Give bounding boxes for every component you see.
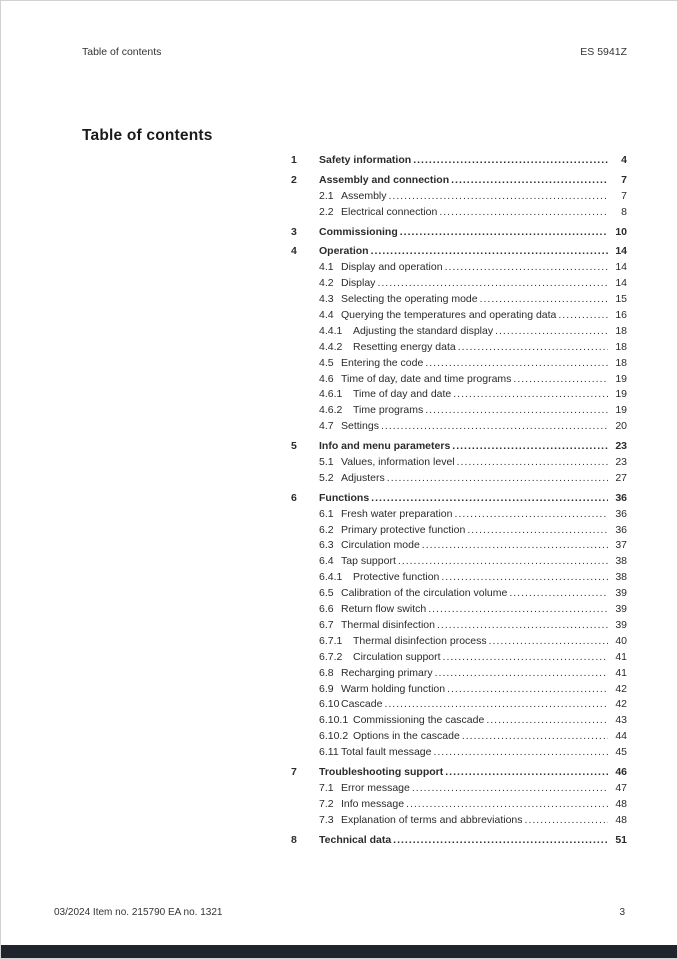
toc-row[interactable]	[291, 260, 627, 276]
toc-entry-label: Warm holding function	[341, 682, 446, 695]
toc-entry-label: Thermal disinfection	[341, 618, 435, 631]
toc-dot-leader	[513, 372, 608, 388]
toc-entry-page: 14	[615, 245, 627, 258]
running-header	[82, 46, 627, 58]
toc-entry-label: Technical data	[319, 833, 392, 846]
toc-entry-label: Adjusting the standard display	[353, 324, 494, 337]
toc-entry-label: Circulation support	[353, 650, 441, 663]
toc-entry-number: 5.1	[319, 456, 334, 469]
toc-entry-number: 6	[291, 491, 297, 504]
toc-row[interactable]	[291, 729, 627, 745]
toc-entry-label: Options in the cascade	[353, 730, 460, 743]
toc-entry-label: Display	[341, 277, 376, 290]
toc-row[interactable]	[291, 666, 627, 682]
toc-dot-leader	[443, 650, 608, 666]
toc-dot-leader	[454, 507, 608, 523]
toc-entry-page: 16	[615, 309, 627, 322]
toc-entry-page: 23	[615, 456, 627, 469]
toc-entry-number: 6.5	[319, 587, 334, 600]
toc-entry-number: 8	[291, 833, 297, 846]
toc-row[interactable]	[291, 713, 627, 729]
toc-entry-page: 18	[615, 340, 627, 353]
toc-dot-leader	[422, 538, 608, 554]
toc-entry-label: Safety information	[319, 154, 412, 166]
toc-entry-label: Resetting energy data	[353, 340, 456, 353]
footer-publication-info: 03/2024 Item no. 215790 EA no. 1321	[54, 907, 223, 918]
toc-dot-leader	[457, 455, 608, 471]
toc-row[interactable]	[291, 419, 627, 435]
toc-dot-leader	[398, 554, 608, 570]
toc-entry-number: 7.1	[319, 781, 334, 794]
toc-dot-leader	[441, 570, 608, 586]
toc-entry-number: 6.8	[319, 666, 334, 679]
toc-entry-number: 4.3	[319, 293, 334, 306]
toc-row[interactable]	[291, 205, 627, 221]
toc-row[interactable]	[291, 244, 627, 260]
toc-row[interactable]	[291, 225, 627, 241]
toc-dot-leader	[467, 523, 608, 539]
toc-entry-label: Return flow switch	[341, 603, 427, 616]
toc-entry-number: 6.10.1	[319, 714, 349, 727]
toc-dot-leader	[435, 666, 608, 682]
toc-entry-page: 4	[621, 154, 627, 166]
toc-entry-page: 38	[615, 571, 627, 584]
toc-entry-label: Protective function	[353, 571, 440, 584]
toc-entry-page: 51	[615, 833, 627, 846]
toc-entry-number: 5	[291, 440, 297, 453]
toc-entry-number: 5.2	[319, 471, 334, 484]
toc-dot-leader	[558, 308, 608, 324]
toc-row[interactable]	[291, 797, 627, 813]
toc-dot-leader	[393, 833, 608, 849]
toc-entry-label: Explanation of terms and abbreviations	[341, 813, 523, 826]
toc-dot-leader	[445, 260, 608, 276]
toc-entry-number: 2.1	[319, 189, 334, 202]
bottom-bar	[1, 945, 677, 958]
toc-entry-page: 23	[615, 440, 627, 453]
footer-page-number: 3	[619, 907, 625, 918]
toc-entry-label: Primary protective function	[341, 523, 466, 536]
toc-entry-number: 6.7.1	[319, 634, 343, 647]
toc-dot-leader	[377, 276, 608, 292]
toc-entry-page: 39	[615, 587, 627, 600]
toc-entry-number: 6.7.2	[319, 650, 343, 663]
toc-entry-label: Thermal disinfection process	[353, 634, 487, 647]
toc-entry-label: Querying the temperatures and operating data	[341, 309, 557, 322]
toc-entry-label: Assembly	[341, 189, 387, 202]
toc-entry-page: 10	[615, 225, 627, 238]
toc-entry-number: 3	[291, 225, 297, 238]
toc-row[interactable]	[291, 387, 627, 403]
toc-row[interactable]	[291, 471, 627, 487]
toc-entry-number: 4.4.2	[319, 340, 343, 353]
toc-entry-page: 18	[615, 356, 627, 369]
toc-row[interactable]	[291, 308, 627, 324]
toc-entry-label: Error message	[341, 781, 410, 794]
toc-row[interactable]	[291, 276, 627, 292]
toc-dot-leader	[428, 602, 608, 618]
toc-dot-leader	[447, 682, 608, 698]
toc-row[interactable]	[291, 813, 627, 829]
toc-row[interactable]	[291, 292, 627, 308]
toc-entry-page: 15	[615, 293, 627, 306]
toc-entry-number: 6.3	[319, 539, 334, 552]
toc-row[interactable]	[291, 403, 627, 419]
toc-row[interactable]	[291, 833, 627, 849]
toc-dot-leader	[452, 439, 608, 455]
toc-row[interactable]	[291, 602, 627, 618]
toc-row[interactable]	[291, 682, 627, 698]
toc-entry-label: Functions	[319, 491, 370, 504]
toc-row[interactable]	[291, 340, 627, 356]
toc-row[interactable]	[291, 781, 627, 797]
toc-entry-number: 6.4	[319, 555, 334, 568]
toc-entry-label: Selecting the operating mode	[341, 293, 478, 306]
toc-entry-page: 36	[615, 491, 627, 504]
toc-entry-number: 4.2	[319, 277, 334, 290]
toc-entry-label: Commissioning	[319, 225, 398, 238]
toc-dot-leader	[453, 387, 608, 403]
toc-entry-number: 4.1	[319, 261, 334, 274]
toc-entry-label: Info and menu parameters	[319, 440, 451, 453]
toc-entry-page: 46	[615, 765, 627, 778]
toc-row[interactable]	[291, 439, 627, 455]
toc-row[interactable]	[291, 189, 627, 205]
toc-entry-number: 4.6.1	[319, 388, 343, 401]
toc-entry-page: 20	[615, 420, 627, 433]
toc-dot-leader	[439, 205, 608, 221]
toc-entry-number: 7	[291, 765, 297, 778]
toc-row[interactable]	[291, 586, 627, 602]
toc-dot-leader	[371, 244, 608, 260]
toc-dot-leader	[445, 765, 608, 781]
toc-entry-label: Total fault message	[341, 746, 432, 759]
toc-row[interactable]	[291, 153, 627, 169]
toc-dot-leader	[413, 153, 608, 169]
toc-entry-label: Entering the code	[341, 356, 424, 369]
toc-entry-label: Fresh water preparation	[341, 507, 453, 520]
toc-entry-page: 42	[615, 698, 627, 711]
toc-entry-label: Commissioning the cascade	[353, 714, 485, 727]
toc-entry-number: 6.2	[319, 523, 334, 536]
toc-entry-number: 7.2	[319, 797, 334, 810]
toc-entry-page: 36	[615, 507, 627, 520]
toc-row[interactable]	[291, 324, 627, 340]
toc-entry-number: 6.7	[319, 618, 334, 631]
toc-entry-number: 4.6	[319, 372, 334, 385]
toc-row[interactable]	[291, 455, 627, 471]
toc-dot-leader	[433, 745, 608, 761]
toc-entry-page: 45	[615, 746, 627, 759]
toc-entry-label: Cascade	[341, 698, 383, 711]
toc-entry-number: 6.10.2	[319, 730, 349, 743]
toc-row[interactable]	[291, 697, 627, 713]
toc-entry-label: Troubleshooting support	[319, 765, 444, 778]
toc-entry-page: 39	[615, 603, 627, 616]
toc-row[interactable]	[291, 765, 627, 781]
toc-entry-label: Settings	[341, 420, 379, 433]
page-title: Table of contents	[82, 127, 213, 144]
toc-entry-label: Recharging primary	[341, 666, 433, 679]
toc-dot-leader	[451, 173, 608, 189]
toc-dot-leader	[406, 797, 608, 813]
toc-entry-page: 19	[615, 372, 627, 385]
toc-entry-label: Info message	[341, 797, 405, 810]
toc-dot-leader	[425, 356, 608, 372]
toc-dot-leader	[400, 225, 608, 241]
toc-dot-leader	[489, 634, 608, 650]
toc-entry-page: 38	[615, 555, 627, 568]
toc-row[interactable]	[291, 554, 627, 570]
toc-row[interactable]	[291, 372, 627, 388]
toc-entry-page: 42	[615, 682, 627, 695]
toc-dot-leader	[371, 491, 608, 507]
toc-dot-leader	[458, 340, 608, 356]
toc-entry-label: Calibration of the circulation volume	[341, 587, 508, 600]
toc-dot-leader	[437, 618, 608, 634]
toc-entry-page: 19	[615, 388, 627, 401]
toc-dot-leader	[486, 713, 608, 729]
toc-entry-label: Operation	[319, 245, 369, 258]
toc-row[interactable]	[291, 507, 627, 523]
toc-row[interactable]	[291, 634, 627, 650]
toc-entry-label: Time programs	[353, 404, 424, 417]
toc-entry-page: 14	[615, 277, 627, 290]
header-document-code: ES 5941Z	[580, 46, 627, 58]
toc-dot-leader	[425, 403, 608, 419]
toc-entry-page: 36	[615, 523, 627, 536]
toc-entry-label: Electrical connection	[341, 205, 438, 218]
toc-row[interactable]	[291, 491, 627, 507]
toc-row[interactable]	[291, 356, 627, 372]
toc-entry-page: 47	[615, 781, 627, 794]
toc-entry-label: Adjusters	[341, 471, 385, 484]
toc-entry-page: 40	[615, 634, 627, 647]
toc-entry-label: Assembly and connection	[319, 173, 450, 186]
page-footer	[54, 907, 625, 918]
toc-entry-page: 18	[615, 324, 627, 337]
toc-entry-label: Circulation mode	[341, 539, 420, 552]
toc-entry-page: 14	[615, 261, 627, 274]
toc-entry-number: 1	[291, 154, 297, 166]
toc-entry-page: 19	[615, 404, 627, 417]
toc-entry-page: 7	[621, 189, 627, 202]
toc-entry-page: 44	[615, 730, 627, 743]
toc-entry-number: 4.7	[319, 420, 334, 433]
toc-entry-number: 2.2	[319, 205, 334, 218]
toc-row[interactable]	[291, 650, 627, 666]
toc-dot-leader	[412, 781, 608, 797]
toc-entry-number: 6.6	[319, 603, 334, 616]
toc-dot-leader	[387, 471, 608, 487]
toc-entry-label: Time of day, date and time programs	[341, 372, 512, 385]
toc-dot-leader	[509, 586, 608, 602]
toc-dot-leader	[462, 729, 608, 745]
toc-entry-number: 4.5	[319, 356, 334, 369]
toc-row[interactable]	[291, 618, 627, 634]
toc-row[interactable]	[291, 173, 627, 189]
toc-entry-page: 48	[615, 797, 627, 810]
toc-entry-page: 27	[615, 471, 627, 484]
toc-entry-page: 41	[615, 666, 627, 679]
toc-entry-number: 6.4.1	[319, 571, 343, 584]
toc-entry-number: 4	[291, 245, 297, 258]
toc-entry-number: 4.6.2	[319, 404, 343, 417]
toc-entry-page: 41	[615, 650, 627, 663]
toc-row[interactable]	[291, 745, 627, 761]
toc-entry-number: 2	[291, 173, 297, 186]
toc-row[interactable]	[291, 570, 627, 586]
header-section-title: Table of contents	[82, 46, 162, 58]
toc-entry-number: 4.4	[319, 309, 334, 322]
toc-entry-page: 7	[621, 173, 627, 186]
toc-dot-leader	[480, 292, 608, 308]
toc-dot-leader	[384, 697, 608, 713]
toc-entry-label: Values, information level	[341, 456, 455, 469]
toc-entry-page: 8	[621, 205, 627, 218]
toc-entry-label: Display and operation	[341, 261, 443, 274]
toc-entry-number: 6.1	[319, 507, 334, 520]
toc-list	[291, 153, 627, 848]
toc-dot-leader	[495, 324, 608, 340]
toc-entry-number: 7.3	[319, 813, 334, 826]
toc-entry-number: 6.9	[319, 682, 334, 695]
toc-row[interactable]	[291, 523, 627, 539]
toc-row[interactable]	[291, 538, 627, 554]
toc-entry-page: 39	[615, 618, 627, 631]
toc-dot-leader	[525, 813, 608, 829]
toc-entry-number: 4.4.1	[319, 324, 343, 337]
toc-entry-page: 37	[615, 539, 627, 552]
toc-entry-page: 43	[615, 714, 627, 727]
toc-dot-leader	[381, 419, 608, 435]
toc-dot-leader	[389, 189, 608, 205]
toc-entry-label: Time of day and date	[353, 388, 452, 401]
toc-entry-label: Tap support	[341, 555, 396, 568]
toc-entry-number: 6.10	[319, 698, 340, 711]
toc-entry-number: 6.11	[319, 746, 339, 759]
toc-entry-page: 48	[615, 813, 627, 826]
